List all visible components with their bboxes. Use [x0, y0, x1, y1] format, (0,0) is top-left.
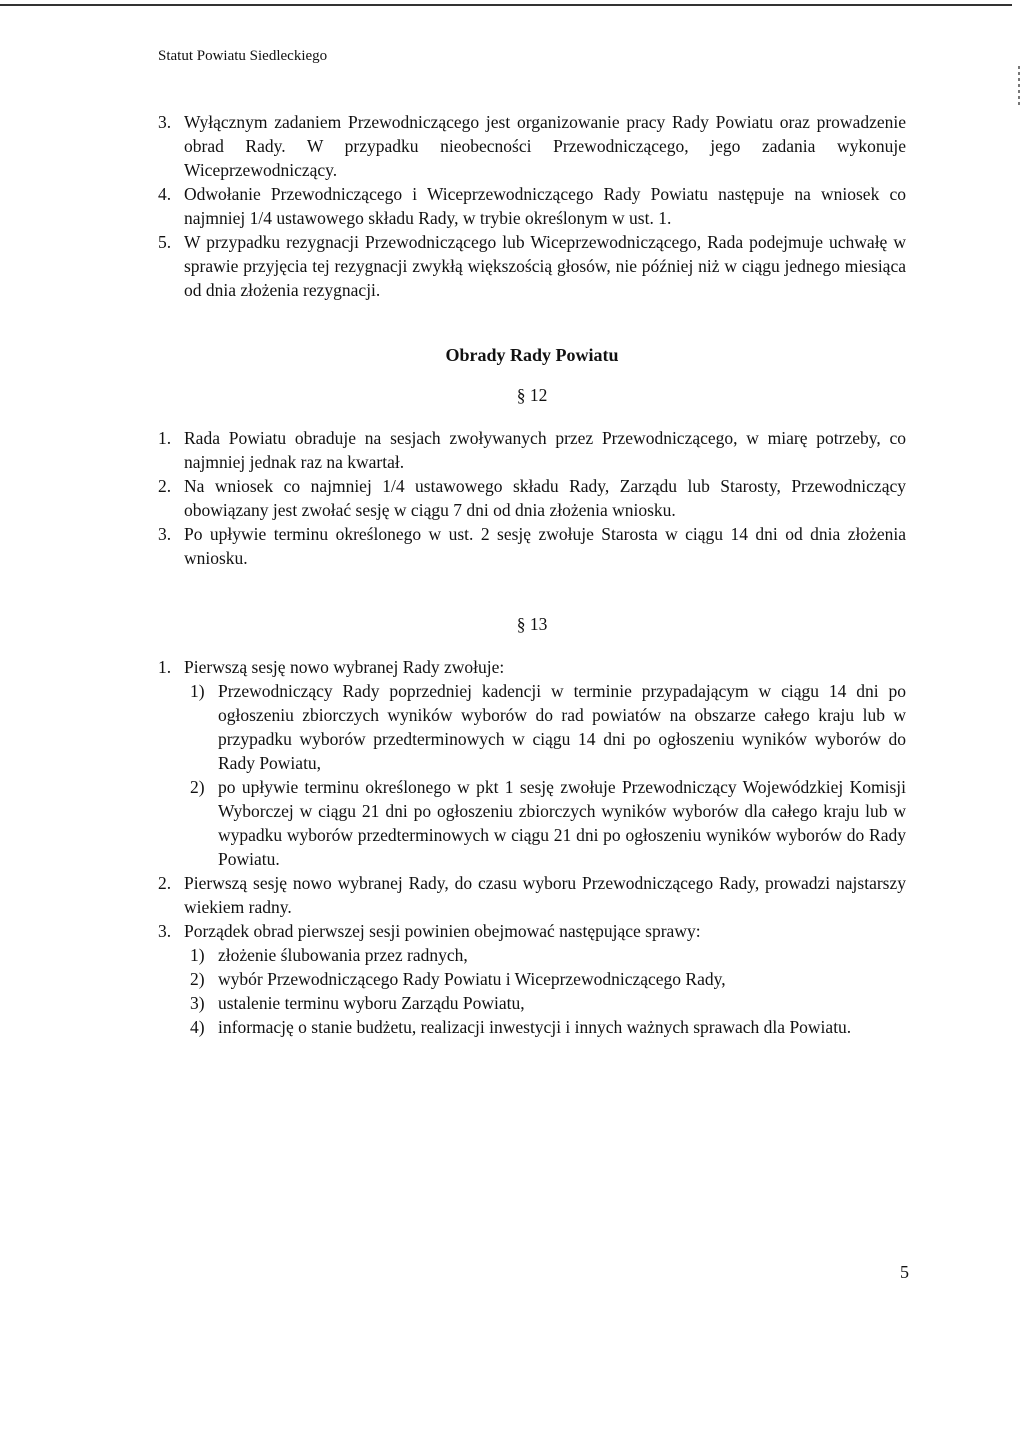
s12-item: [158, 426, 906, 474]
subitem-number: 1): [190, 681, 205, 701]
item-text: Po upływie terminu określonego w ust. 2 sesję zwołuje Starosta w ciągu 14 dni od dnia złożenia wniosku.: [184, 524, 906, 568]
item-number: 5.: [158, 232, 172, 252]
item-text: Pierwszą sesję nowo wybranej Rady, do czasu wyboru Przewodniczącego Rady, prowadzi najstarszy wiekiem radny.: [184, 873, 906, 917]
item-number: 3.: [158, 524, 172, 544]
item-number: 3.: [158, 112, 172, 132]
scan-edge-marks: [1018, 66, 1020, 106]
running-header: Statut Powiatu Siedleckiego: [158, 48, 328, 64]
subitem-text: wybór Przewodniczącego Rady Powiatu i Wiceprzewodniczącego Rady,: [218, 969, 726, 989]
item-text: Odwołanie Przewodniczącego i Wiceprzewodniczącego Rady Powiatu następuje na wniosek co najmniej 1/4 ustawowego składu Rady, w trybie określonym w ust. 1.: [184, 184, 906, 228]
subitem-number: 1): [190, 945, 205, 965]
subitem-number: 2): [190, 969, 205, 989]
s12-item: [158, 522, 906, 570]
subitem-text: informację o stanie budżetu, realizacji inwestycji i innych ważnych sprawach dla Powiatu.: [218, 1017, 852, 1037]
subitem-number: 4): [190, 1017, 205, 1037]
s13-item: [158, 655, 906, 679]
s13-subitem: [190, 775, 906, 871]
page-number: 5: [900, 1262, 909, 1282]
subitem-number: 3): [190, 993, 205, 1013]
document-body: [158, 110, 906, 1039]
item-number: 1.: [158, 657, 172, 677]
item-number: 3.: [158, 921, 172, 941]
subitem-text: ustalenie terminu wyboru Zarządu Powiatu,: [218, 993, 525, 1013]
s13-subitem: [190, 679, 906, 775]
s13-subitem: [190, 991, 906, 1015]
subitem-text: po upływie terminu określonego w pkt 1 sesję zwołuje Przewodniczący Wojewódzkiej Komisji Wyborczej w ciągu 21 dni po ogłoszeniu zbiorczych wyników wyborów dla całego kraju lub w wypadku wyborów przedterminowych w ciągu 21 dni po ogłoszeniu wyników wyborów do Rady Powiatu.: [218, 777, 906, 869]
s13-item: [158, 871, 906, 919]
item-text: Rada Powiatu obraduje na sesjach zwoływanych przez Przewodniczącego, w miarę potrzeby, co najmniej jednak raz na kwartał.: [184, 428, 906, 472]
item-number: 1.: [158, 428, 172, 448]
item-number: 2.: [158, 476, 172, 496]
s13-subitem: [190, 1015, 906, 1039]
item-text: Wyłącznym zadaniem Przewodniczącego jest organizowanie pracy Rady Powiatu oraz prowadzenie obrad Rady. W przypadku nieobecności Przewodniczącego, jego zadania wykonuje Wiceprzewodniczący.: [184, 112, 906, 180]
section-13-label: § 13: [516, 614, 548, 634]
intro-item: [158, 182, 906, 230]
item-number: 2.: [158, 873, 172, 893]
s13-subitem: [190, 943, 906, 967]
subitem-number: 2): [190, 777, 205, 797]
intro-item: [158, 110, 906, 182]
section-12-label: § 12: [516, 385, 548, 405]
s13-subitem: [190, 967, 906, 991]
item-text: W przypadku rezygnacji Przewodniczącego lub Wiceprzewodniczącego, Rada podejmuje uchwałę w sprawie przyjęcia tej rezygnacji zwykłą większością głosów, nie później niż w ciągu jednego miesiąca od dnia złożenia rezygnacji.: [184, 232, 906, 300]
s12-item: [158, 474, 906, 522]
subitem-text: złożenie ślubowania przez radnych,: [218, 945, 468, 965]
intro-item: [158, 230, 906, 302]
item-number: 4.: [158, 184, 172, 204]
section-heading: Obrady Rady Powiatu: [445, 345, 619, 365]
top-border-line: [0, 4, 1012, 6]
subitem-text: Przewodniczący Rady poprzedniej kadencji w terminie przypadającym w ciągu 14 dni po ogłoszeniu zbiorczych wyników wyborów do rad powiatów na obszarze całego kraju lub w przypadku wyborów przedterminowych w ciągu 14 dni po ogłoszeniu wyników wyborów do Rady Powiatu,: [218, 681, 906, 773]
item-text: Porządek obrad pierwszej sesji powinien obejmować następujące sprawy:: [184, 921, 701, 941]
item-text: Na wniosek co najmniej 1/4 ustawowego składu Rady, Zarządu lub Starosty, Przewodniczący obowiązany jest zwołać sesję w ciągu 7 dni od dnia złożenia wniosku.: [184, 476, 906, 520]
item-text: Pierwszą sesję nowo wybranej Rady zwołuje:: [184, 657, 505, 677]
s13-item: [158, 919, 906, 943]
